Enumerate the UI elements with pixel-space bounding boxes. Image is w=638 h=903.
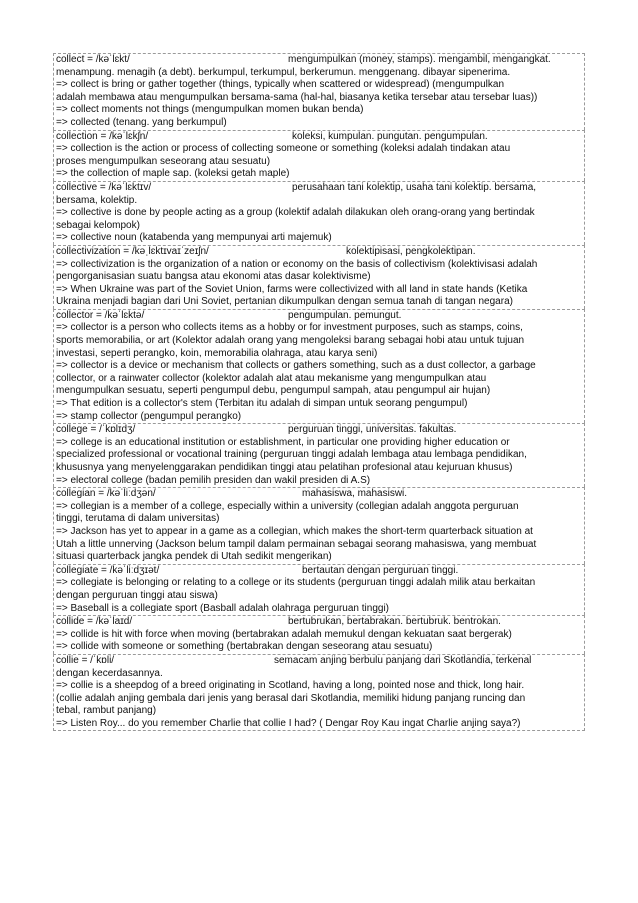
entry-definition: kolektipisasi, pengkolektipan. — [346, 245, 476, 257]
entry-text-line: Ukraina menjadi bagian dari Uni Soviet, pertanian dikumpulkan dengan semua tanah di tangan negara) — [56, 296, 513, 308]
entry-headword-line — [56, 424, 583, 437]
entry-text-line: => collective noun (katabenda yang mempunyai arti majemuk) — [56, 232, 332, 244]
entry-text-line: => When Ukraine was part of the Soviet Union, farms were collectivized with all land in state hands (Ketika — [56, 283, 528, 295]
entry-text-line: => college is an educational institution or establishment, in particular one providing higher education or — [56, 436, 510, 448]
entry-term: college = /ˈkɒlɪdʒ/ — [56, 424, 136, 436]
entry-text-line: dengan perguruan tinggi atau siswa) — [56, 589, 218, 601]
entry-text-line: => Listen Roy... do you remember Charlie that collie I had? ( Dengar Roy Kau ingat Charlie anjing saya?) — [56, 717, 521, 729]
entry-headword-line — [56, 565, 583, 578]
entry-text-line: Utah a little unnerving (Jackson belum tampil dalam permainan sebagai seorang mahasiswa, yang membuat — [56, 538, 537, 550]
entry-headword-line — [56, 246, 583, 259]
entry-definition: bertautan dengan perguruan tinggi. — [302, 564, 459, 576]
entry-text-line: => stamp collector (pengumpul perangko) — [56, 410, 242, 422]
entry-text-line: sebagai kelompok) — [56, 219, 140, 231]
dictionary-entry — [53, 615, 585, 654]
entry-headword-line — [56, 488, 583, 501]
entry-text-line: sports memorabilia, or art (Kolektor adalah orang yang mengoleksi barang sebagai hobi atau untuk tujuan — [56, 335, 525, 347]
entry-text-line: => collect is bring or gather together (things, typically when scattered or widespread) (mengumpulkan — [56, 79, 505, 91]
dictionary-entry — [53, 423, 585, 487]
entry-definition: pengumpulan. pemungut. — [288, 309, 402, 321]
entry-term: collector = /kəˈlɛktə/ — [56, 309, 145, 321]
entry-text-line: => collie is a sheepdog of a breed originating in Scotland, having a long, pointed nose and thick, long hair. — [56, 680, 525, 692]
entry-headword-line — [56, 616, 583, 629]
entry-definition: perusahaan tani kolektip, usaha tani kolektip. bersama, — [292, 181, 537, 193]
entry-text-line: => collectivization is the organization of a nation or economy on the basis of collectivism (kolektivisasi adalah — [56, 258, 538, 270]
entry-text-line: => collected (tenang. yang berkumpul) — [56, 116, 227, 128]
dictionary-entry — [53, 245, 585, 309]
dictionary-entry — [53, 564, 585, 615]
entry-text-line: specialized professional or vocational training (perguruan tinggi adalah lembaga atau lembaga pendidikan, — [56, 449, 527, 461]
dictionary-entry — [53, 654, 585, 732]
entry-term: collie = /ˈkɒli/ — [56, 654, 115, 666]
entry-text-line: => collegiate is belonging or relating to a college or its students (perguruan tinggi adalah milik atau berkaitan — [56, 577, 536, 589]
entry-text-line: investasi, seperti perangko, koin, memorabilia olahraga, atau karya seni) — [56, 347, 378, 359]
entry-text-line: menampung. menagih (a debt). berkumpul, terkumpul, berkerumun. menggenang. dibayar sipenerima. — [56, 66, 511, 78]
entry-definition: bertubrukan, bertabrakan. bertubruk. bentrokan. — [288, 616, 501, 628]
entry-text-line: => Jackson has yet to appear in a game as a collegian, which makes the short-term quarterback situation at — [56, 525, 533, 537]
entry-text-line: => collection is the action or process of collecting someone or something (koleksi adalah tindakan atau — [56, 143, 511, 155]
entry-headword-line — [56, 54, 583, 67]
entry-text-line: collector, or a rainwater collector (kolektor adalah alat atau mekanisme yang mengumpulkan atau — [56, 372, 487, 384]
dictionary-entry — [53, 487, 585, 564]
entry-text-line: => collect moments not things (mengumpulkan momen bukan benda) — [56, 104, 364, 116]
entry-text-line: dengan kecerdasannya. — [56, 667, 163, 679]
dictionary-entry — [53, 181, 585, 245]
entry-definition: semacam anjing berbulu panjang dari Skotlandia, terkenal — [274, 654, 532, 666]
entry-text-line: khususnya yang menyelenggarakan pendidikan tinggi atau pelatihan profesional atau kejuruan khusus) — [56, 462, 513, 473]
dictionary-entry — [53, 309, 585, 423]
entry-definition: mengumpulkan (money, stamps). mengambil, mengangkat. — [288, 54, 551, 65]
entry-definition: koleksi, kumpulan. pungutan. pengumpulan. — [292, 130, 488, 142]
entry-text-line: proses mengumpulkan seseorang atau sesuatu) — [56, 155, 271, 167]
entry-text-line: => collector is a device or mechanism that collects or gathers something, such as a dust collector, a garbage — [56, 360, 536, 372]
entry-text-line: => collide with someone or something (bertabrakan dengan seseorang atau sesuatu) — [56, 641, 433, 653]
entry-definition: mahasiswa, mahasiswi. — [302, 488, 408, 500]
entry-term: collegian = /kəˈliːdʒən/ — [56, 488, 156, 500]
entry-headword-line — [56, 310, 583, 323]
entry-term: collide = /kəˈlaɪd/ — [56, 616, 133, 628]
entry-text-line: pengorganisasian suatu bangsa atau ekonomi atas dasar kolektivisme) — [56, 271, 371, 283]
entry-term: collective = /kəˈlɛktɪv/ — [56, 181, 152, 193]
entry-headword-line — [56, 131, 583, 144]
entry-text-line: => Baseball is a collegiate sport (Basball adalah olahraga perguruan tinggi) — [56, 602, 389, 614]
entry-headword-line — [56, 182, 583, 195]
entry-text-line: (collie adalah anjing gembala dari jenis yang berasal dari Skotlandia, memiliki hidung panjang runcing dan — [56, 692, 526, 704]
entry-text-line: mengumpulkan sesuatu, seperti pengumpul debu, pengumpul sampah, atau pengumpul air hujan) — [56, 385, 491, 397]
entry-text-line: tebal, rambut panjang) — [56, 705, 157, 717]
entry-term: collectivization = /kəˌlɛktɪvaɪˈzeɪʃn/ — [56, 245, 209, 257]
entry-text-line: tinggi, terutama di dalam universitas) — [56, 513, 220, 525]
entry-headword-line — [56, 655, 583, 668]
entry-term: collegiate = /kəˈliːdʒɪət/ — [56, 564, 160, 576]
entry-text-line: => collector is a person who collects items as a hobby or for investment purposes, such as stamps, coins, — [56, 322, 523, 334]
entry-text-line: adalah membawa atau mengumpulkan bersama-sama (hal-hal, biasanya ketika tersebar atau tersebar luas)) — [56, 91, 538, 103]
entry-text-line: => collective is done by people acting as a group (kolektif adalah dilakukan oleh orang-orang yang bertindak — [56, 207, 535, 219]
dictionary-entry — [53, 130, 585, 181]
entry-definition: perguruan tinggi, universitas. fakultas. — [288, 424, 457, 436]
entry-text-line: => electoral college (badan pemilih presiden dan wakil presiden di A.S) — [56, 474, 371, 486]
entry-text-line: situasi quarterback jangka pendek di Utah sedikit mengerikan) — [56, 551, 332, 563]
dictionary-entry — [53, 53, 585, 130]
entry-text-line: => collegian is a member of a college, especially within a university (collegian adalah anggota perguruan — [56, 500, 519, 512]
entry-term: collection = /kəˈlɛkʃn/ — [56, 130, 149, 142]
entry-text-line: bersama, kolektip. — [56, 194, 138, 206]
dictionary-entries — [53, 53, 585, 731]
entry-text-line: => the collection of maple sap. (koleksi getah maple) — [56, 168, 290, 180]
entry-text-line: => collide is hit with force when moving (bertabrakan adalah memukul dengan kekuatan saat bergerak) — [56, 628, 512, 640]
entry-text-line: => That edition is a collector's stem (Terbitan itu adalah di simpan untuk seorang pengumpul) — [56, 398, 468, 410]
entry-term: collect = /kəˈlɛkt/ — [56, 54, 130, 65]
